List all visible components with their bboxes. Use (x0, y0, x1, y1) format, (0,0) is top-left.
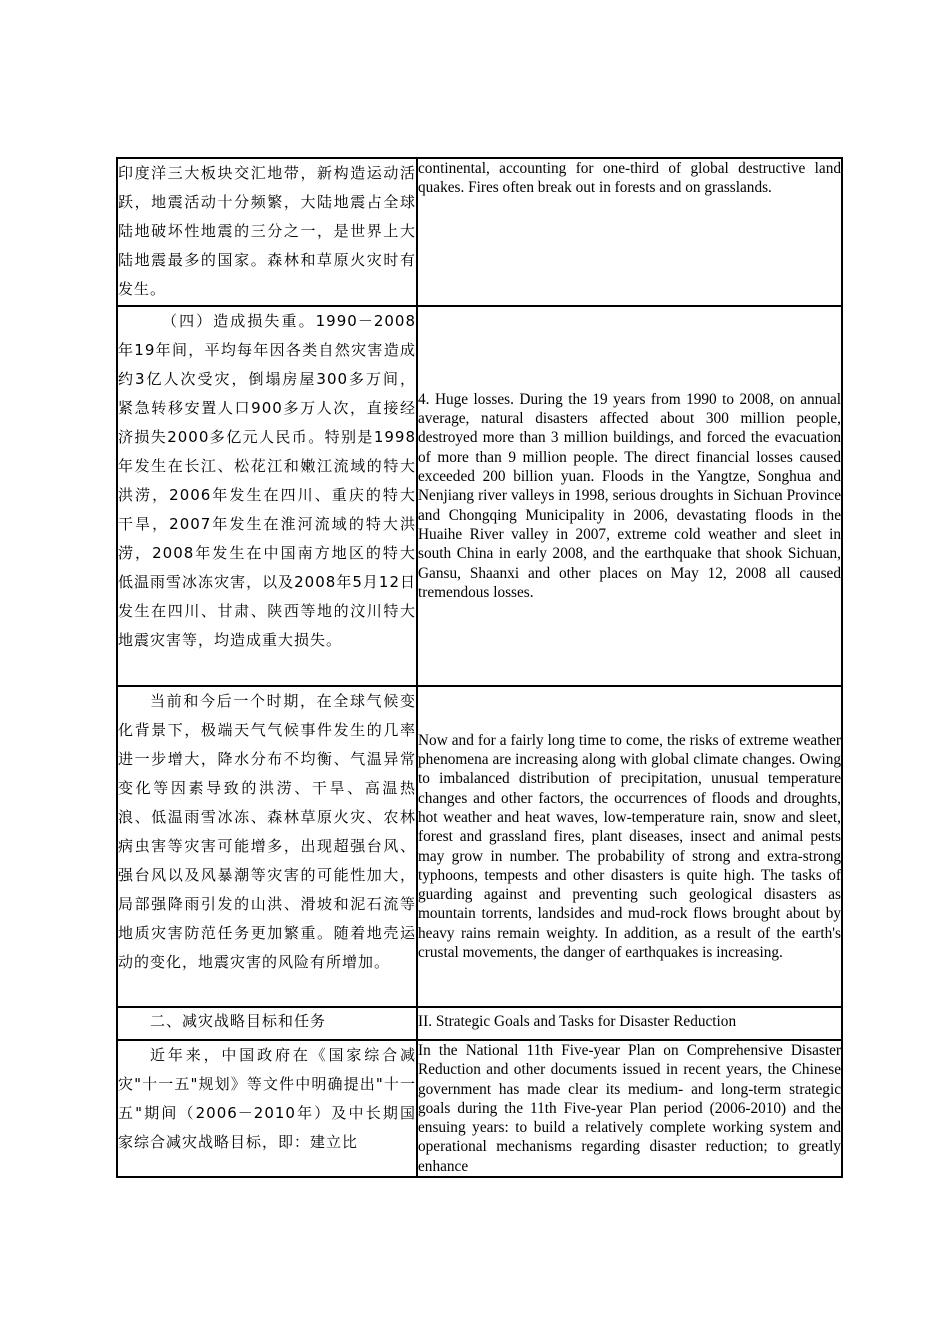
table-row (117, 1040, 842, 1177)
english-cell (417, 158, 842, 306)
english-text: continental, accounting for one-third of global destructive land quakes. Fires often break out in forests and on grasslands. (418, 160, 841, 197)
chinese-cell (117, 158, 417, 306)
chinese-text: 当前和今后一个时期，在全球气候变化背景下，极端天气气候事件发生的几率进一步增大，降水分布不均衡、气温异常变化等因素导致的洪涝、干旱、高温热浪、低温雨雪冰冻、森林草原火灾、农林病虫害等灾害可能增多，出现超强台风、强台风以及风暴潮等灾害的可能性加大，局部强降雨引发的山洪、滑坡和泥石流等地质灾害防范任务更加繁重。随着地壳运动的变化，地震灾害的风险有所增加。 (118, 692, 416, 971)
chinese-text: 近年来，中国政府在《国家综合减灾"十一五"规划》等文件中明确提出"十一五"期间（2006－2010年）及中长期国家综合减灾战略目标，即：建立比 (118, 1046, 416, 1151)
english-text: In the National 11th Five-year Plan on Comprehensive Disaster Reduction and other documents issued in recent years, the Chinese government has made clear its medium- and long-term strategic goals during the 11th Five-year Plan period (2006-2010) and the ensuing years: to build a relatively complete working system and operational mechanisms regarding disaster reduction; to greatly enhance (418, 1042, 841, 1175)
table-row (117, 686, 842, 1007)
english-text: 4. Huge losses. During the 19 years from 1990 to 2008, on annual average, natural disasters affected about 300 million people, destroyed more than 3 million buildings, and forced the evacuation of more than 9 million people. The direct financial losses caused exceeded 200 billion yuan. Floods in the Yangtze, Songhua and Nenjiang river valleys in 1998, serious droughts in Sichuan Province and Chongqing Municipality in 2006, devastating floods in the Huaihe River valley in 2007, extreme cold weather and sleet in south China in early 2008, and the earthquake that shook Sichuan, Gansu, Shaanxi and other places on May 12, 2008 all caused tremendous losses. (418, 390, 841, 601)
bilingual-table (116, 157, 843, 1178)
chinese-text: （四）造成损失重。1990－2008年19年间，平均每年因各类自然灾害造成约3亿人次受灾，倒塌房屋300多万间，紧急转移安置人口900多万人次，直接经济损失2000多亿元人民币。特别是1998年发生在长江、松花江和嫩江流域的特大洪涝，2006年发生在四川、重庆的特大干旱，2007年发生在淮河流域的特大洪涝，2008年发生在中国南方地区的特大低温雨雪冰冻灾害，以及2008年5月12日发生在四川、甘肃、陕西等地的汶川特大地震灾害等，均造成重大损失。 (118, 312, 416, 649)
english-section-heading: II. Strategic Goals and Tasks for Disaster Reduction (418, 1013, 737, 1030)
chinese-cell (117, 1040, 417, 1177)
english-text: Now and for a fairly long time to come, the risks of extreme weather phenomena are increasing along with global climate changes. Owing to imbalanced distribution of precipitation, unusual temperature changes and other factors, the occurrences of floods and droughts, hot weather and heat waves, low-temperature rain, snow and sleet, forest and grassland fires, plant diseases, insect and animal pests may grow in number. The probability of strong and extra-strong typhoons, tempests and other disasters is quite high. The tasks of guarding against and preventing such geological disasters as mountain torrents, landsides and mud-rock flows brought about by heavy rains remain weighty. In addition, as a result of the earth's crustal movements, the danger of earthquakes is increasing. (418, 731, 841, 961)
chinese-cell (117, 686, 417, 1007)
english-cell (417, 1040, 842, 1177)
english-cell (417, 306, 842, 686)
chinese-section-heading: 二、减灾战略目标和任务 (150, 1012, 327, 1030)
table-row (117, 1007, 842, 1040)
chinese-text: 印度洋三大板块交汇地带，新构造运动活跃，地震活动十分频繁，大陆地震占全球陆地破坏性地震的三分之一，是世界上大陆地震最多的国家。森林和草原火灾时有发生。 (118, 164, 416, 298)
english-cell (417, 686, 842, 1007)
english-cell (417, 1007, 842, 1040)
chinese-cell (117, 1007, 417, 1040)
table-row (117, 306, 842, 686)
chinese-cell (117, 306, 417, 686)
table-row (117, 158, 842, 306)
